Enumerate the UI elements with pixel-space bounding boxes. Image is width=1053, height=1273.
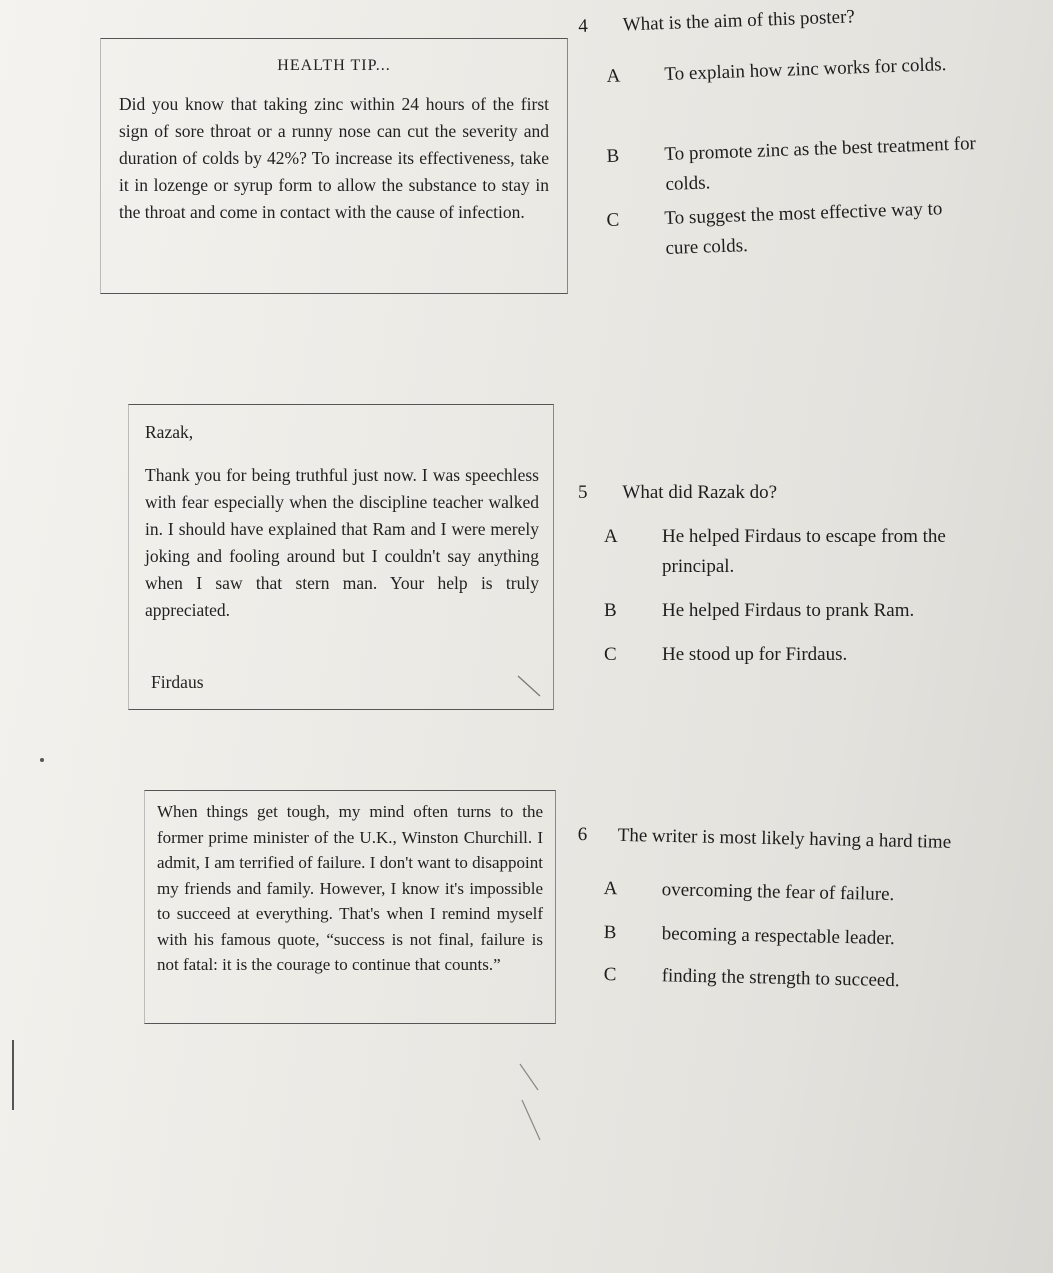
option-text: He helped Firdaus to escape from the principal. <box>662 526 946 577</box>
bleed-through-strokes <box>500 660 560 1160</box>
question-6 <box>577 822 967 856</box>
option-text: overcoming the fear of failure. <box>661 879 895 906</box>
option-text: To explain how zinc works for colds. <box>664 54 947 85</box>
question-5-option-c[interactable] <box>604 640 984 670</box>
option-text: He helped Firdaus to prank Ram. <box>662 600 915 621</box>
option-text: To suggest the most effective way to cure colds. <box>664 198 943 259</box>
option-text: finding the strength to succeed. <box>661 965 900 992</box>
question-text: What is the aim of this poster? <box>622 6 856 36</box>
question-6-option-b[interactable] <box>603 918 984 956</box>
note-signature: Firdaus <box>151 672 204 692</box>
question-5-option-a[interactable] <box>604 522 984 582</box>
question-text: What did Razak do? <box>622 482 778 503</box>
note-body: Thank you for being truthful just now. I was speechless with fear especially when the discipline teacher walked in. I should have explained that Ram and I were merely joking and fooling around but I couldn't say anything when I saw that stern man. Your help is truly appreciated. <box>145 465 539 620</box>
option-letter: B <box>603 921 617 944</box>
poster-body: Did you know that taking zinc within 24 hours of the first sign of sore throat or a runny nose can cut the severity and duration of colds by 42%? To increase its effectiveness, take it in lozenge or syrup form to allow the substance to stay in the throat and come in contact with the cause of infection. <box>119 94 549 222</box>
question-text: The writer is most likely having a hard time <box>617 824 952 853</box>
question-4-option-c[interactable] <box>606 193 978 266</box>
option-letter: B <box>606 145 620 167</box>
note-salutation: Razak, <box>145 422 194 442</box>
question-4-option-b[interactable] <box>606 129 978 202</box>
stray-mark <box>12 1040 14 1110</box>
option-letter: A <box>604 526 618 547</box>
question-4 <box>578 6 855 38</box>
poster-heading: HEALTH TIP... <box>277 57 391 74</box>
question-6-option-a[interactable] <box>603 874 984 912</box>
option-text: becoming a respectable leader. <box>661 923 896 950</box>
churchill-passage <box>144 790 556 1024</box>
option-text: To promote zinc as the best treatment for colds. <box>664 133 977 195</box>
passage-body: When things get tough, my mind often turns to the former prime minister of the U.K., Winston Churchill. I admit, I am terrified of failure. I don't want to disappoint my friends and family. However, I know it's impossible to succeed at everything. That's when I remind myself with his famous quote, “success is not final, failure is not fatal: it is the courage to continue that counts.” <box>157 802 543 974</box>
option-letter: C <box>606 209 620 231</box>
question-5-option-b[interactable] <box>604 596 984 626</box>
health-tip-poster <box>100 38 568 294</box>
option-letter: C <box>604 644 617 665</box>
question-4-option-a[interactable] <box>606 49 977 92</box>
option-letter: C <box>603 963 617 986</box>
stray-dot <box>40 758 44 762</box>
question-number: 4 <box>578 15 589 37</box>
question-6-option-c[interactable] <box>603 960 984 998</box>
option-letter: A <box>606 65 621 87</box>
option-letter: A <box>603 877 618 900</box>
question-5 <box>578 482 777 504</box>
option-text: He stood up for Firdaus. <box>662 644 848 665</box>
note-passage <box>128 404 554 710</box>
question-number: 5 <box>578 482 588 503</box>
question-number: 6 <box>577 823 588 846</box>
option-letter: B <box>604 600 617 621</box>
